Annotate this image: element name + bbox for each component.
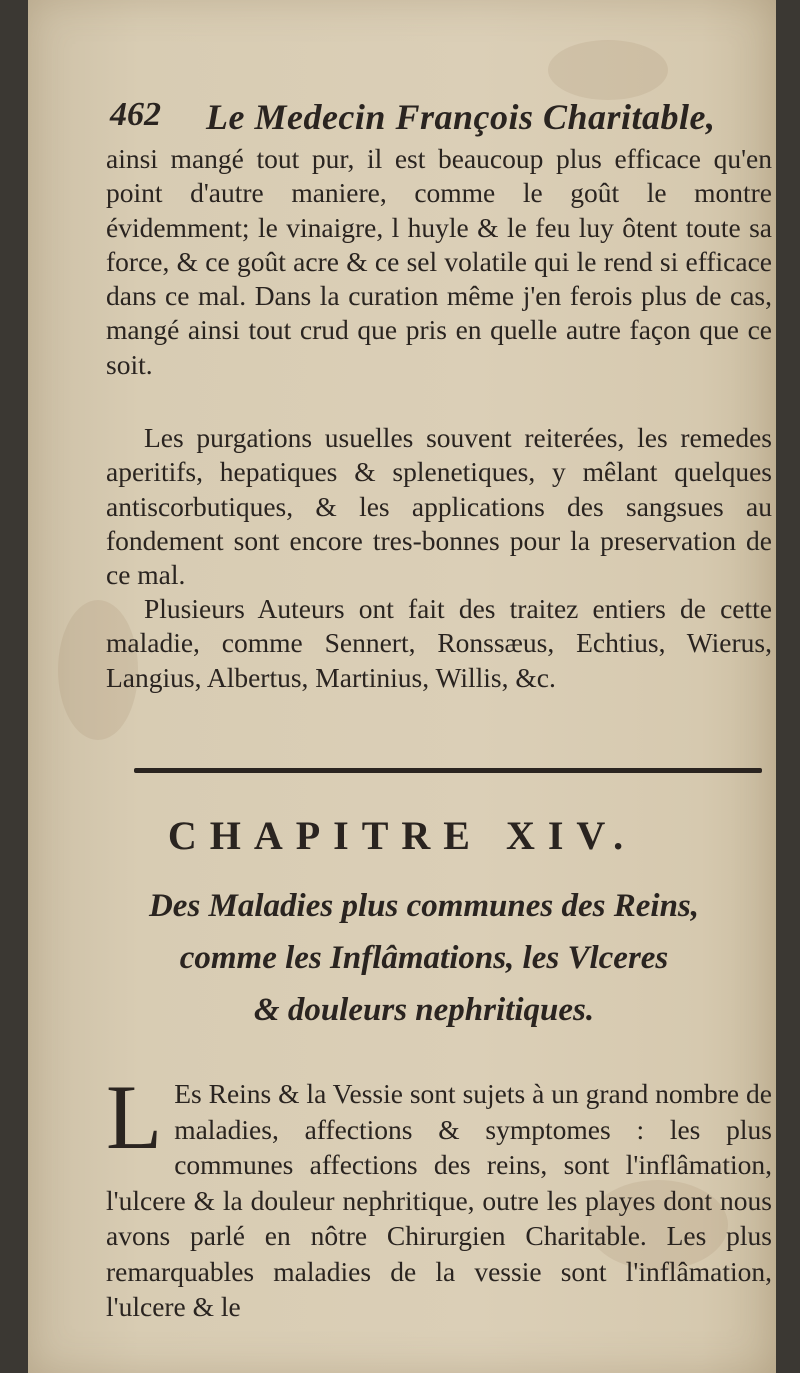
continuation-paragraph: [106, 142, 772, 382]
running-header: [110, 96, 750, 142]
continuation-paragraph: [106, 421, 772, 592]
paragraph-text: Les purgations usuelles souvent reiterées, les remedes aperitifs, hepatiques & splenetiques, y mêlant quelques antiscorbutiques, & les applications des sangsues au fondement sont encore tres-bonnes pour la preservation de ce mal.: [106, 422, 772, 591]
chapter-title: CHAPITRE XIV.: [167, 813, 637, 858]
paragraph-text: Plusieurs Auteurs ont fait des traitez entiers de cette maladie, comme Sennert, Ronssæus, Echtius, Wierus, Langius, Albertus, Martinius, Willis, &c.: [106, 593, 772, 693]
subtitle-line: & douleurs nephritiques.: [253, 992, 595, 1028]
subtitle-line: Des Maladies plus communes des Reins,: [148, 888, 700, 924]
subtitle-line: comme les Inflâmations, les Vlceres: [179, 940, 669, 976]
page-number: 462: [110, 96, 161, 133]
book-page: [28, 0, 776, 1373]
chapter-body-text: Es Reins & la Vessie sont sujets à un grand nombre de maladies, affections & symptomes : les plus communes affections des reins, sont l'inflâmation, l'ulcere & la douleur nephritique, outre les playes dont nous avons parlé en nôtre Chirurgien Charitable. Les plus remarquables maladies de la vessie sont l'inflâmation, l'ulcere & le: [106, 1078, 772, 1322]
running-title: Le Medecin François Charitable,: [206, 97, 716, 137]
chapter-body: [106, 1066, 772, 1325]
section-divider: [134, 768, 762, 773]
chapter-subtitle: [84, 880, 764, 1036]
drop-cap: L: [106, 1066, 163, 1168]
paragraph-text: ainsi mangé tout pur, il est beaucoup plus efficace qu'en point d'autre maniere, comme le goût le montre évidemment; le vinaigre, l huyle & le feu luy ôtent toute sa force, & ce goût acre & ce sel volatile qui le rend si efficace dans ce mal. Dans la curation même j'en ferois plus de cas, mangé ainsi tout crud que pris en quelle autre façon que ce soit.: [106, 143, 772, 380]
page-content: [28, 0, 776, 1373]
continuation-paragraph: [106, 592, 772, 695]
